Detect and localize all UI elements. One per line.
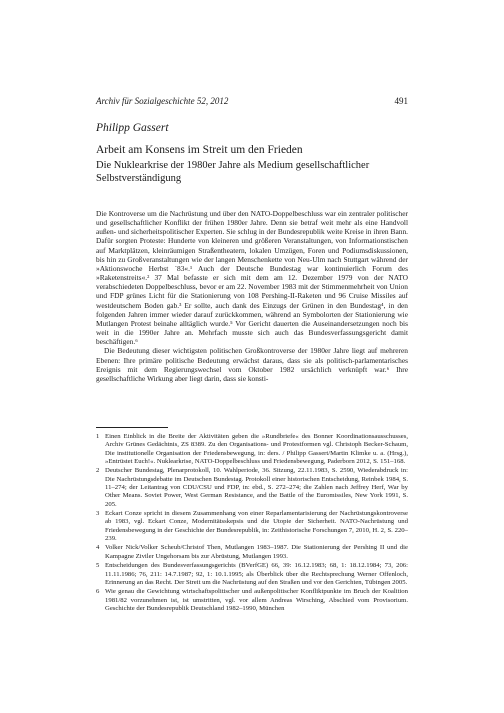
footnote-number: 6 bbox=[96, 588, 100, 596]
footnote bbox=[96, 562, 408, 587]
footnote bbox=[96, 433, 408, 466]
footnote-text: Eckart Conze spricht in diesem Zusammenhang von einer Reparlamentarisierung der Nachrüstungskontroverse ab 1983, vgl. Eckart Conze, Modernitätsskepsis und die Utopie der Sicherheit. NATO-Nachrüstung und Friedensbewegung in der Geschichte der Bundesrepublik, in: Zeithistorische Forschungen 7, 2010, H. 2, S. 220–239. bbox=[105, 510, 408, 543]
footnote-text: Volker Nick/Volker Scheub/Christof Then, Mutlangen 1983–1987. Die Stationierung der Pershing II und die Kampagne Ziviler Ungehorsam bis zur Abrüstung, Mutlangen 1993. bbox=[105, 544, 408, 560]
footnote-text: Einen Einblick in die Breite der Aktivitäten geben die »Rundbriefe« des Bonner Koordinationsausschusses, Archiv Grünes Gedächtnis, ZS 8389. Zu den Organisations- und Protestformen vgl. Christoph Becker-Schaum, Die institutionelle Organisation der Friedensbewegung, in: ders. / Philipp Gassert/Martin Klimke u. a. (Hrsg.), »Entrüstet Euch!«. Nuklearkrise, NATO-Doppelbeschluss und Friedensbewegung, Paderborn 2012, S. 151–168. bbox=[105, 433, 408, 466]
paragraph: Die Kontroverse um die Nachrüstung und über den NATO-Doppelbeschluss war ein zentraler politischer und gesellschaftlicher Konflikt der frühen 1980er Jahre. Denn sie betraf weit mehr als eine Handvoll außen- und sicherheitspolitischer Experten. Sie schlug in der Bundesrepublik weite Kreise in ihren Bann. Dafür sorgten Proteste: Hunderte von kleineren und größeren Veranstaltungen, von Informationstischen auf Marktplätzen, kleinräumigen Straßentheatern, lokalen Umzügen, Foren und Podiumsdiskussionen, bis hin zu Großveranstaltungen wie der langen Menschenkette von Neu-Ulm nach Stuttgart während der »Aktionswoche Herbst ´83«.¹ Auch der Deutsche Bundestag war kontinuierlich Forum des »Raketenstreits«.² 37 Mal befasste er sich mit dem am 12. Dezember 1979 von der NATO verabschiedeten Doppelbeschluss, bevor er am 22. November 1983 mit der Stimmenmehrheit von Union und FDP grünes Licht für die Stationierung von 108 Pershing-II-Raketen und 96 Cruise Missiles auf westdeutschem Boden gab.³ Er sollte, auch dank des Einzugs der Grünen in den Bundestag⁴, in den folgenden Jahren immer wieder darauf zurückkommen, während an Symbolorten der Stationierung wie Mutlangen Protest beinahe alltäglich wurde.⁵ Vor Gericht dauerten die Auseinandersetzungen noch bis weit in die 1990er Jahre an. Mehrfach musste sich auch das Bundesverfassungsgericht damit beschäftigen.⁶ bbox=[96, 209, 408, 347]
footnote-text: Deutscher Bundestag, Plenarprotokoll, 10. Wahlperiode, 36. Sitzung, 22.11.1983, S. 2590, Wiederabdruck in: Die Nachrüstungsdebatte im Deutschen Bundestag. Protokoll einer historischen Entscheidung, Reinbek 1984, S. 11–274; der Leitantrag von CDU/CSU und FDP, in: ebd., S. 272–274; die Zahlen nach Jeffrey Herf, War by Other Means. Soviet Power, West German Resistance, and the Battle of the Euromissiles, New York 1991, S. 205. bbox=[105, 467, 408, 508]
footnote-number: 1 bbox=[96, 433, 100, 440]
footnote bbox=[96, 544, 408, 561]
page-number: 491 bbox=[394, 96, 408, 106]
footnote-number: 4 bbox=[96, 544, 100, 552]
footnote-number: 2 bbox=[96, 467, 100, 475]
article-title: Arbeit am Konsens im Streit um den Frieden bbox=[96, 144, 303, 156]
footnote bbox=[96, 467, 408, 509]
footnote-text: Entscheidungen des Bundesverfassungsgerichts (BVerfGE) 66, 39: 16.12.1983; 68, 1: 18.12.1984; 73, 206: 11.11.1986; 76, 211: 14.7.1987; 92, 1: 10.1.1995; als Überblick über die Rechtsprechung Werner Offenloch, Erinnerung an das Recht. Der Streit um die Nachrüstung auf den Straßen und vor den Gerichten, Tübingen 2005. bbox=[105, 562, 408, 586]
footnote bbox=[96, 588, 408, 613]
paragraph: Die Bedeutung dieser wichtigsten politischen Großkontroverse der 1980er Jahre liegt auf mehreren Ebenen: Ihre primäre politische Bedeutung erwächst daraus, dass sie als politisch-parlamentarisches Ereignis mit dem Regierungswechsel vom Oktober 1982 ursächlich verknüpft war.⁶ Ihre gesellschaftliche Wirkung aber liegt darin, dass sie konsti- bbox=[96, 346, 408, 383]
running-head bbox=[96, 96, 408, 107]
footnote-text: Wie genau die Gewichtung wirtschaftspolitischer und außenpolitischer Konfliktpunkte im Bruch der Koalition 1981/82 vorzunehmen ist, ist umstritten, vgl. vor allem Andreas Wirsching, Abschied vom Provisorium. Geschichte der Bundesrepublik Deutschland 1982–1990, München bbox=[105, 588, 408, 612]
article-subtitle: Die Nuklearkrise der 1980er Jahre als Medium gesellschaftlicher Selbstverständigung bbox=[96, 160, 370, 184]
footnote-number: 5 bbox=[96, 562, 100, 570]
journal-citation: Archiv für Sozialgeschichte 52, 2012 bbox=[96, 96, 229, 106]
footnote-number: 3 bbox=[96, 510, 100, 518]
author-name: Philipp Gassert bbox=[96, 122, 169, 134]
footnote-separator bbox=[96, 427, 168, 428]
body-text bbox=[96, 209, 408, 383]
footnotes bbox=[96, 433, 408, 614]
footnote bbox=[96, 510, 408, 543]
